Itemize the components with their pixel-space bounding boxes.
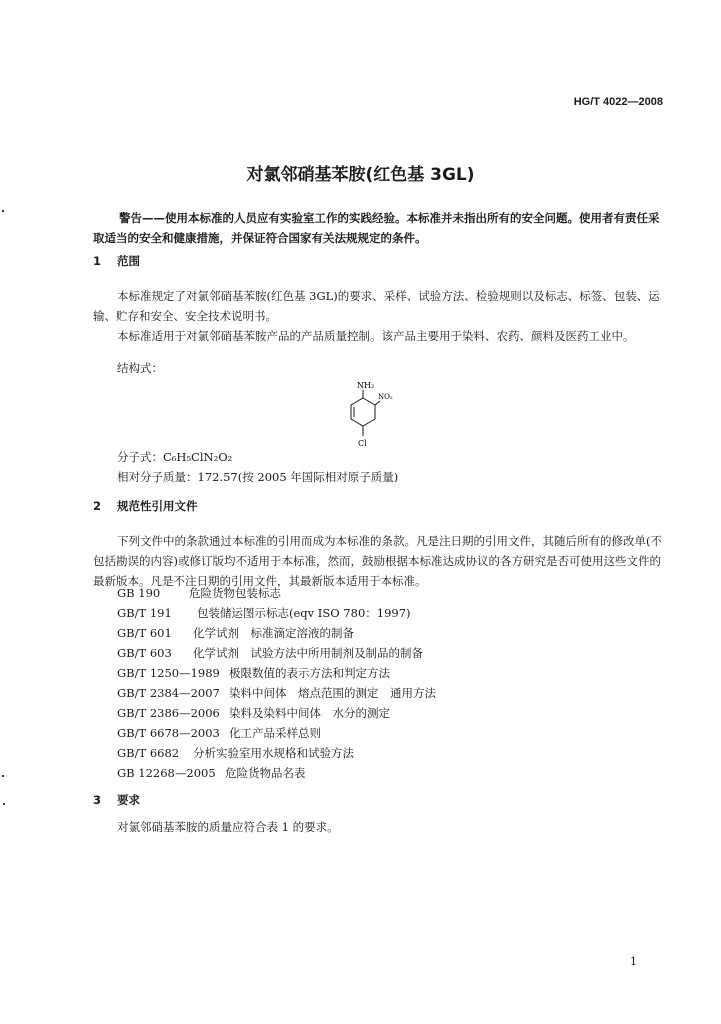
warning-text: 警告——使用本标准的人员应有实验室工作的实践经验。本标准并未指出所有的安全问题。使用者有责任采取适当的安全和健康措施，并保证符合国家有关法规规定的条件。 bbox=[93, 211, 660, 245]
section-2-heading bbox=[93, 498, 198, 514]
ref-title: 危险货物包装标志 bbox=[189, 586, 281, 600]
mass-value: 172.57(按 2005 年国际相对原子质量) bbox=[197, 470, 399, 484]
ref-item bbox=[117, 645, 423, 661]
scan-speck bbox=[3, 803, 5, 805]
ref-title: 极限数值的表示方法和判定方法 bbox=[229, 666, 390, 680]
section-2-title: 规范性引用文件 bbox=[117, 499, 198, 513]
formula-value: C₆H₅ClN₂O₂ bbox=[163, 450, 233, 464]
ref-code: GB/T 6682 bbox=[117, 746, 180, 760]
ref-code: GB/T 601 bbox=[117, 626, 172, 640]
ref-code: GB/T 2386—2006 bbox=[117, 706, 220, 720]
ref-item bbox=[117, 765, 306, 781]
chlorine-label: Cl bbox=[358, 439, 367, 448]
formula-label: 分子式： bbox=[117, 450, 163, 464]
ref-item bbox=[117, 625, 354, 641]
section-1-heading bbox=[93, 253, 140, 269]
structural-formula bbox=[330, 376, 410, 448]
ref-item bbox=[117, 685, 436, 701]
standard-code: HG/T 4022—2008 bbox=[573, 96, 663, 108]
safety-warning bbox=[93, 208, 665, 248]
ref-item bbox=[117, 665, 390, 681]
benzene-ring bbox=[351, 390, 380, 436]
section-1-para-1: 本标准规定了对氯邻硝基苯胺(红色基 3GL)的要求、采样、试验方法、检验规则以及标志、标签、包装、运输、贮存和安全、安全技术说明书。 bbox=[93, 289, 660, 323]
section-2-para: 下列文件中的条款通过本标准的引用而成为本标准的条款。凡是注日期的引用文件，其随后所有的修改单(不包括勘误的内容)或修订版均不适用于本标准，然而，鼓励根据本标准达成协议的各方研究是否可使用这些文件的最新版本。凡是不注日期的引用文件，其最新版本适用于本标准。 bbox=[93, 534, 662, 588]
section-3-para: 对氯邻硝基苯胺的质量应符合表 1 的要求。 bbox=[117, 820, 339, 834]
scan-speck bbox=[2, 775, 4, 777]
ref-item bbox=[117, 585, 281, 601]
ref-title: 危险货物品名表 bbox=[225, 766, 306, 780]
ref-item bbox=[117, 705, 390, 721]
ref-code: GB/T 6678—2003 bbox=[117, 726, 220, 740]
ref-title: 化学试剂 标准滴定溶液的制备 bbox=[193, 626, 354, 640]
ref-title: 化工产品采样总则 bbox=[229, 726, 321, 740]
ref-code: GB/T 191 bbox=[117, 606, 172, 620]
ref-title: 包装储运图示标志(eqv ISO 780：1997) bbox=[197, 606, 411, 620]
section-1-para-2: 本标准适用于对氯邻硝基苯胺产品的产品质量控制。该产品主要用于染料、农药、颜料及医药工业中。 bbox=[117, 329, 635, 343]
ref-item bbox=[117, 725, 321, 741]
ref-code: GB/T 603 bbox=[117, 646, 172, 660]
ref-code: GB/T 1250—1989 bbox=[117, 666, 220, 680]
ref-code: GB 190 bbox=[117, 586, 161, 600]
section-1-title: 范围 bbox=[117, 254, 140, 268]
molecular-formula bbox=[117, 449, 232, 465]
ref-item bbox=[117, 745, 354, 761]
ref-code: GB 12268—2005 bbox=[117, 766, 216, 780]
ref-title: 化学试剂 试验方法中所用制剂及制品的制备 bbox=[193, 646, 423, 660]
section-3-title: 要求 bbox=[117, 793, 140, 807]
section-3-number: 3 bbox=[93, 793, 102, 807]
nitro-group-label: NO₂ bbox=[378, 393, 393, 401]
section-2-number: 2 bbox=[93, 499, 102, 513]
ref-code: GB/T 2384—2007 bbox=[117, 686, 220, 700]
ref-title: 分析实验室用水规格和试验方法 bbox=[193, 746, 354, 760]
page-number: 1 bbox=[630, 955, 637, 968]
section-1-number: 1 bbox=[93, 254, 102, 268]
structure-label: 结构式： bbox=[117, 361, 163, 375]
document-title: 对氯邻硝基苯胺(红色基 3GL) bbox=[246, 165, 475, 185]
mass-label: 相对分子质量： bbox=[117, 470, 198, 484]
scan-speck bbox=[2, 210, 4, 212]
amine-group-label: NH₂ bbox=[357, 381, 375, 390]
section-3-heading bbox=[93, 792, 140, 808]
molecular-mass bbox=[117, 469, 398, 485]
ref-title: 染料及染料中间体 水分的测定 bbox=[229, 706, 390, 720]
ref-item bbox=[117, 605, 411, 621]
ref-title: 染料中间体 熔点范围的测定 通用方法 bbox=[229, 686, 436, 700]
